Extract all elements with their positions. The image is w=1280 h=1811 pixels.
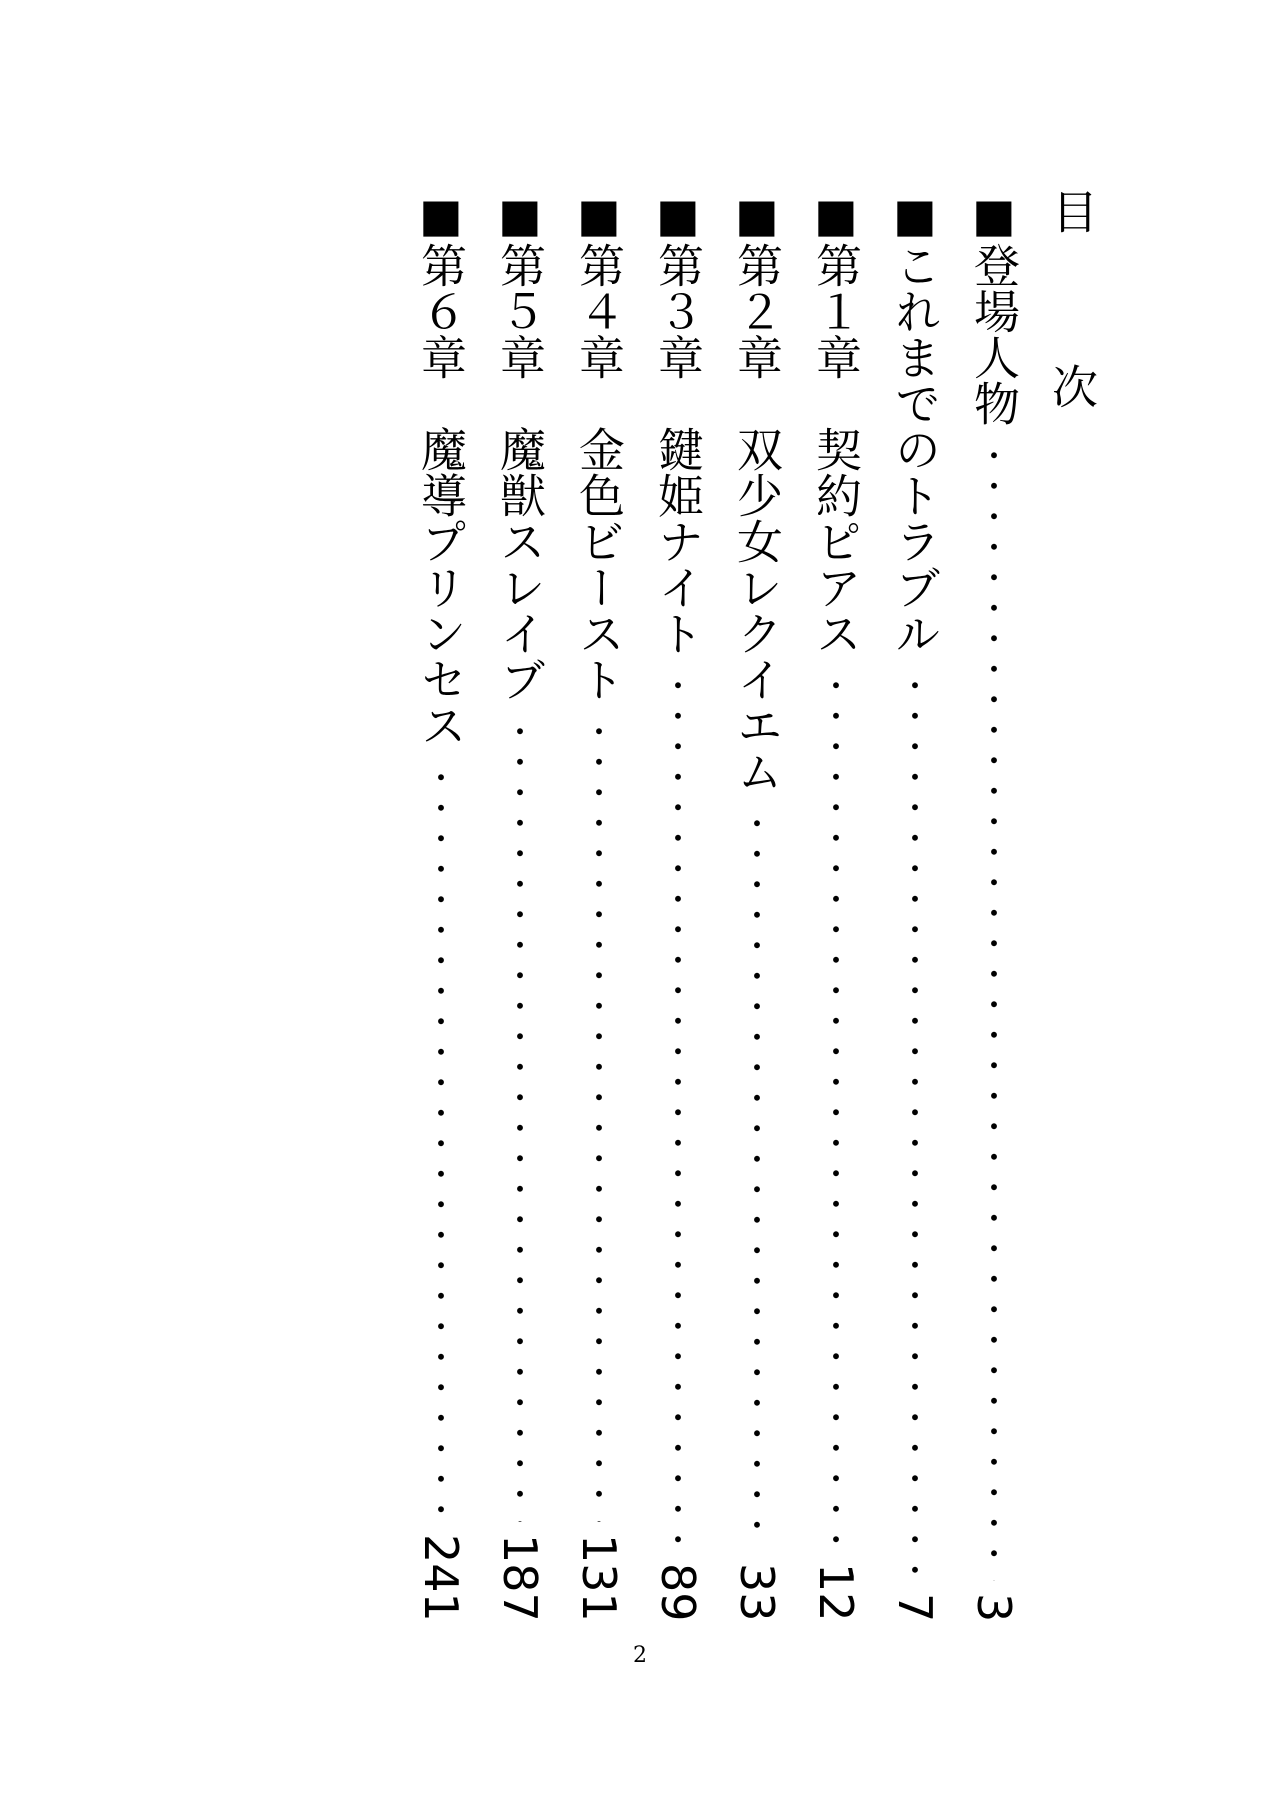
toc-title: 目 次 xyxy=(1045,188,1099,451)
toc-entry-subtitle: 双少女レクイエム xyxy=(730,426,784,794)
toc-entry-label: 第１章 xyxy=(809,242,863,380)
toc-entry-heading xyxy=(571,188,627,702)
toc-entry-label: 登場人物 xyxy=(967,242,1021,426)
toc-entry-page: 7 xyxy=(888,1592,942,1622)
toc-entry-subtitle: 魔獣スレイブ xyxy=(493,426,547,702)
toc-entry-label: 第３章 xyxy=(651,242,705,380)
toc-entry-page: 89 xyxy=(651,1563,705,1622)
toc-entry-page: 33 xyxy=(730,1563,784,1622)
square-bullet-icon: ■ xyxy=(414,188,468,242)
dot-leader xyxy=(595,716,603,1522)
dot-leader xyxy=(832,670,840,1551)
toc-entry-label: 第２章 xyxy=(730,242,784,380)
toc-entry-page: 3 xyxy=(967,1592,1021,1622)
toc-entry-label: 第６章 xyxy=(414,242,468,380)
toc-entry-page: 187 xyxy=(493,1534,547,1622)
dot-leader xyxy=(753,808,761,1551)
table-of-contents xyxy=(300,188,1100,1628)
toc-entry-heading xyxy=(650,188,706,656)
square-bullet-icon: ■ xyxy=(651,188,705,242)
toc-entry-characters[interactable] xyxy=(966,188,1022,1628)
toc-entry-page: 12 xyxy=(809,1563,863,1622)
toc-entry-chapter-2[interactable] xyxy=(729,188,785,1628)
dot-leader xyxy=(516,716,524,1522)
toc-entry-subtitle: 魔導プリンセス xyxy=(414,426,468,748)
square-bullet-icon: ■ xyxy=(888,188,942,242)
toc-entry-chapter-1[interactable] xyxy=(808,188,864,1628)
toc-entry-heading xyxy=(887,188,943,656)
toc-entry-label: 第４章 xyxy=(572,242,626,380)
toc-entry-page: 241 xyxy=(414,1534,468,1622)
toc-entry-chapter-3[interactable] xyxy=(650,188,706,1628)
dot-leader xyxy=(911,670,919,1581)
toc-entry-chapter-4[interactable] xyxy=(571,188,627,1628)
toc-entry-label: 第５章 xyxy=(493,242,547,380)
toc-entry-label: これまでのトラブル xyxy=(888,242,942,656)
square-bullet-icon: ■ xyxy=(493,188,547,242)
toc-entry-heading xyxy=(729,188,785,794)
dot-leader xyxy=(674,670,682,1551)
toc-entry-heading xyxy=(492,188,548,702)
toc-entry-heading xyxy=(966,188,1022,426)
toc-entry-subtitle: 金色ビースト xyxy=(572,426,626,702)
square-bullet-icon: ■ xyxy=(809,188,863,242)
toc-entry-chapter-5[interactable] xyxy=(492,188,548,1628)
square-bullet-icon: ■ xyxy=(572,188,626,242)
toc-entry-subtitle: 契約ピアス xyxy=(809,426,863,656)
toc-entry-previous-troubles[interactable] xyxy=(887,188,943,1628)
toc-entry-chapter-6[interactable] xyxy=(413,188,469,1628)
toc-entry-page: 131 xyxy=(572,1534,626,1622)
square-bullet-icon: ■ xyxy=(967,188,1021,242)
page-number: 2 xyxy=(633,1643,647,1668)
square-bullet-icon: ■ xyxy=(730,188,784,242)
dot-leader xyxy=(990,440,998,1581)
dot-leader xyxy=(437,762,445,1522)
toc-entry-heading xyxy=(808,188,864,656)
toc-entry-heading xyxy=(413,188,469,748)
toc-entry-subtitle: 鍵姫ナイト xyxy=(651,426,705,656)
